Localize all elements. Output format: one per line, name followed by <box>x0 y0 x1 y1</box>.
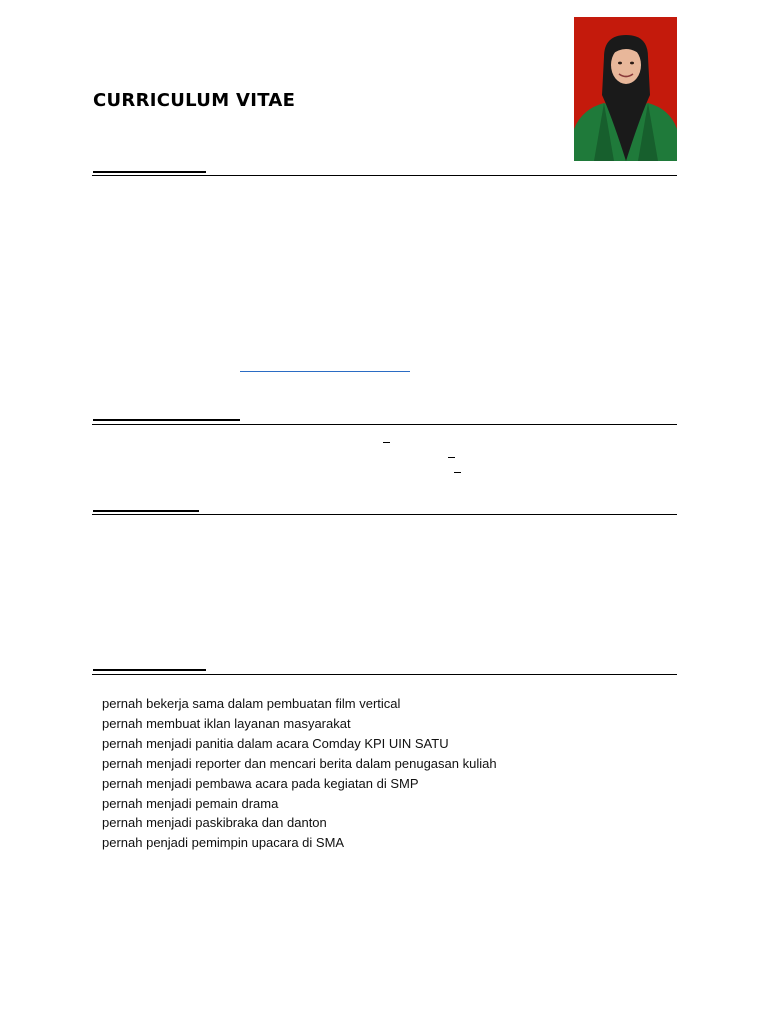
list-item: pernah penjadi pemimpin upacara di SMA <box>102 835 345 851</box>
date-range-dash <box>383 442 390 443</box>
person-portrait-icon <box>574 17 677 161</box>
section-heading-underline <box>93 669 206 671</box>
date-range-dash <box>448 457 455 458</box>
section-heading-underline <box>93 510 199 512</box>
date-range-dash <box>454 472 461 473</box>
experience-list <box>102 694 497 853</box>
section-divider <box>92 175 677 176</box>
email-link-underline[interactable] <box>240 371 410 372</box>
list-item: pernah membuat iklan layanan masyarakat <box>102 715 351 731</box>
section-heading-underline <box>93 171 206 173</box>
section-heading-underline <box>93 419 240 421</box>
profile-photo <box>574 17 677 161</box>
section-divider <box>92 514 677 515</box>
list-item: pernah menjadi pemain drama <box>102 795 279 811</box>
section-divider <box>92 674 677 675</box>
list-item: pernah menjadi paskibraka dan danton <box>102 815 327 831</box>
list-item: pernah bekerja sama dalam pembuatan film vertical <box>102 696 401 711</box>
section-divider <box>92 424 677 425</box>
list-item: pernah menjadi pembawa acara pada kegiatan di SMP <box>102 775 419 791</box>
list-item: pernah menjadi reporter dan mencari berita dalam penugasan kuliah <box>102 755 497 771</box>
list-item: pernah menjadi panitia dalam acara Comday KPI UIN SATU <box>102 735 449 751</box>
page-title: CURRICULUM VITAE <box>93 90 296 111</box>
